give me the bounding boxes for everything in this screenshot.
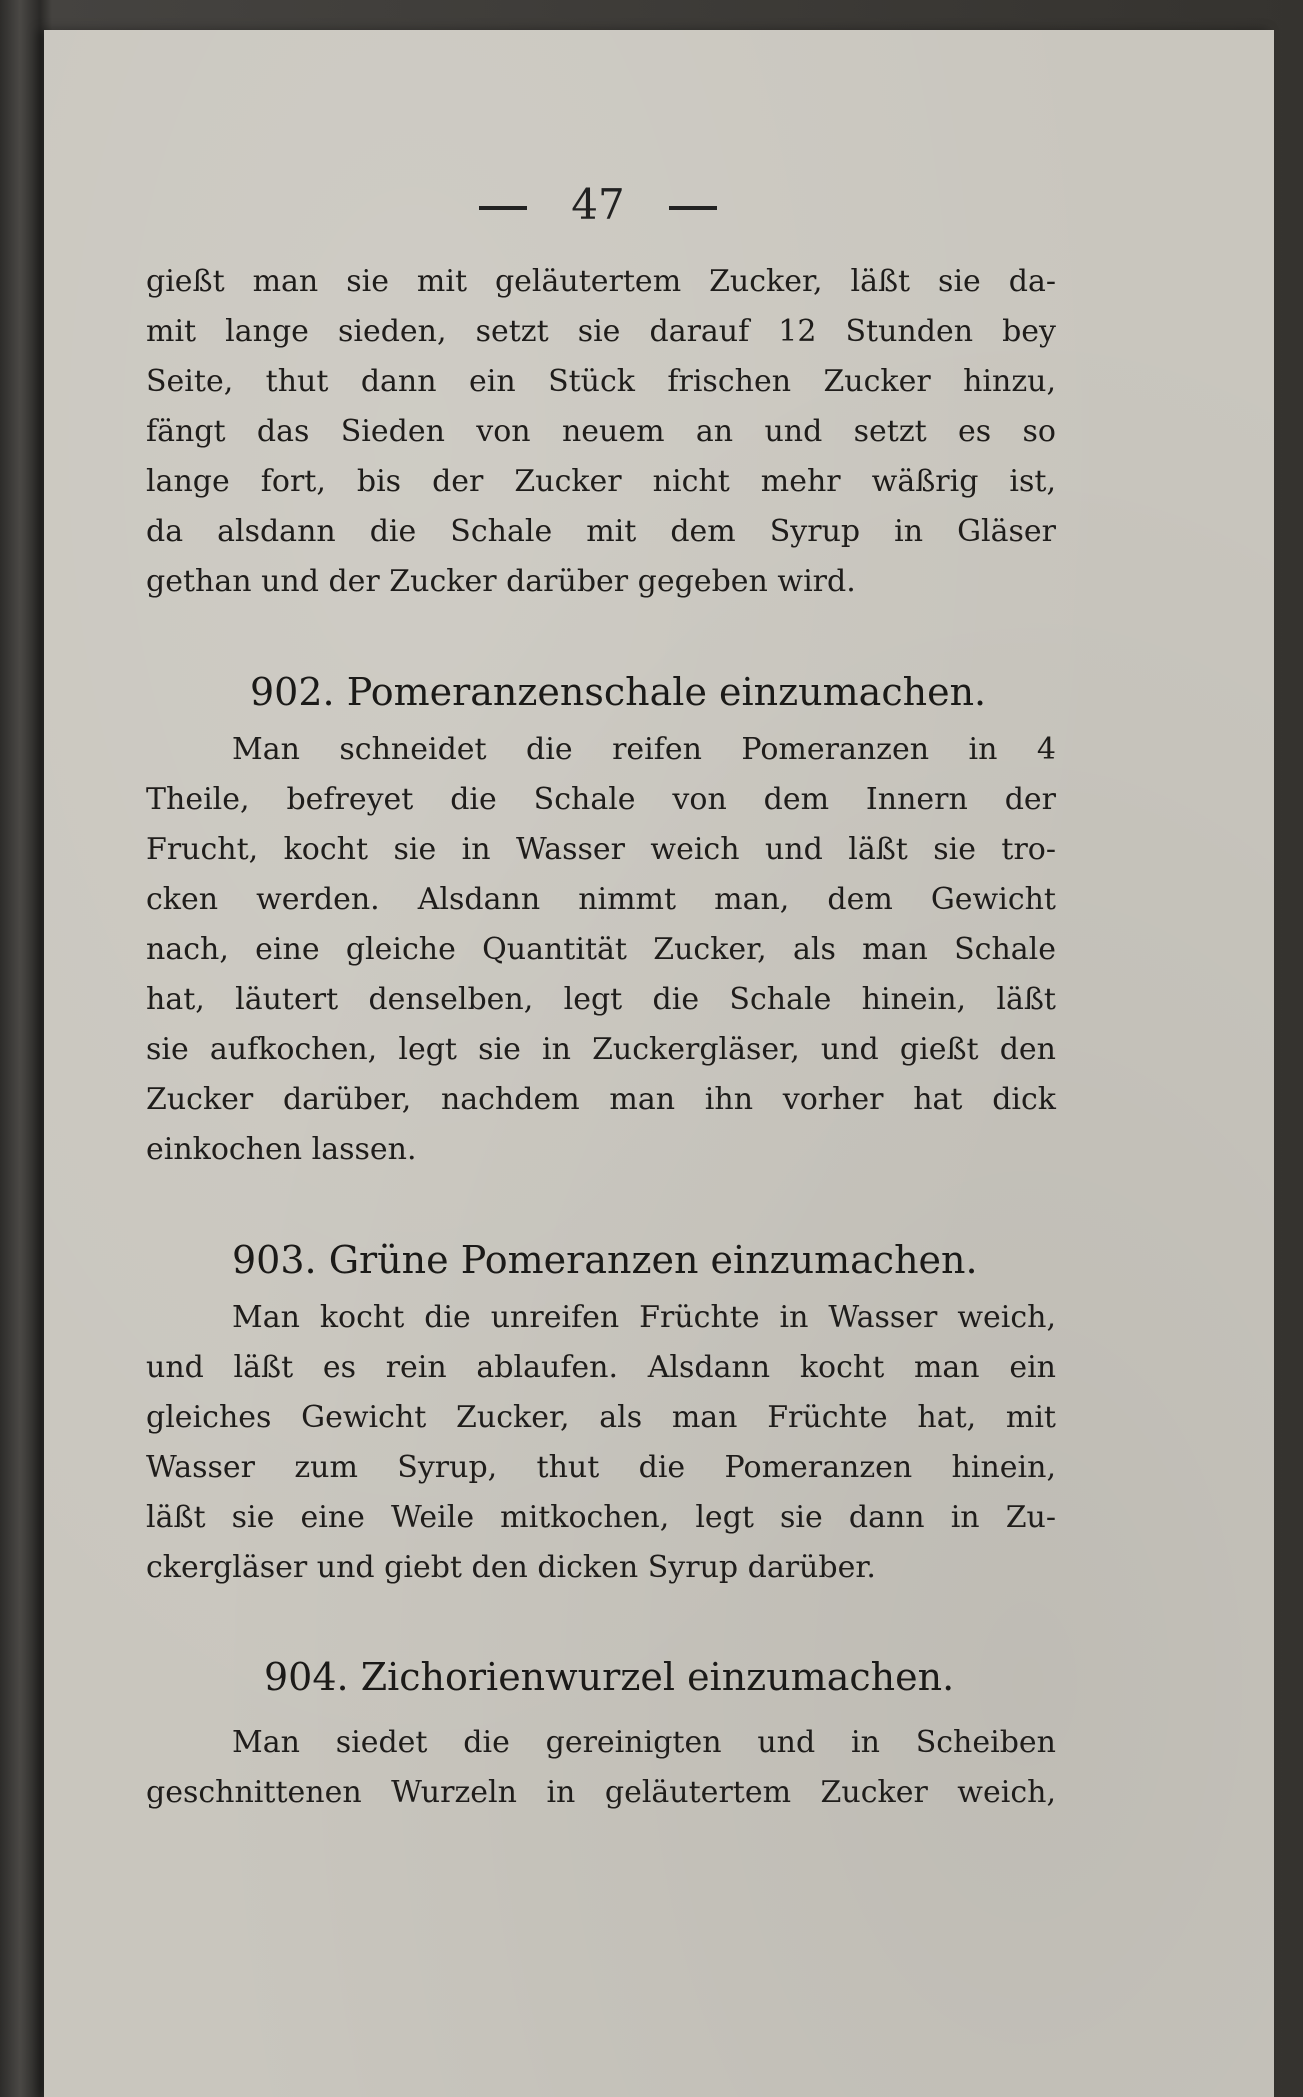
text-line: Frucht, kocht sie in Wasser weich und läßt sie tro- — [146, 832, 1056, 867]
text-line: läßt sie eine Weile mitkochen, legt sie dann in Zu- — [146, 1500, 1056, 1535]
text-line: gleiches Gewicht Zucker, als man Früchte hat, mit — [146, 1400, 1056, 1435]
section-heading-904: 904. Zichorienwurzel einzumachen. — [264, 1655, 955, 1699]
header-dash-right — [669, 206, 717, 210]
section-heading-903: 903. Grüne Pomeranzen einzumachen. — [232, 1238, 978, 1282]
page-number: 47 — [571, 180, 625, 229]
text-line: Zucker darüber, nachdem man ihn vorher hat dick — [146, 1082, 1056, 1117]
text-line: gießt man sie mit geläutertem Zucker, läßt sie da- — [146, 264, 1056, 299]
text-line: gethan und der Zucker darüber gegeben wird. — [146, 564, 856, 599]
text-line: Man schneidet die reifen Pomeranzen in 4 — [232, 732, 1056, 767]
text-line: nach, eine gleiche Quantität Zucker, als man Schale — [146, 932, 1056, 967]
section-heading-902: 902. Pomeranzenschale einzumachen. — [250, 670, 987, 714]
text-line: da alsdann die Schale mit dem Syrup in Gläser — [146, 514, 1056, 549]
text-line: Theile, befreyet die Schale von dem Innern der — [146, 782, 1056, 817]
page-header — [418, 180, 778, 229]
text-line: geschnittenen Wurzeln in geläutertem Zucker weich, — [146, 1775, 1056, 1810]
text-line: sie aufkochen, legt sie in Zuckergläser, und gießt den — [146, 1032, 1056, 1067]
text-line: mit lange sieden, setzt sie darauf 12 Stunden bey — [146, 314, 1056, 349]
text-line: Wasser zum Syrup, thut die Pomeranzen hinein, — [146, 1450, 1056, 1485]
text-line: fängt das Sieden von neuem an und setzt es so — [146, 414, 1056, 449]
text-line: ckergläser und giebt den dicken Syrup darüber. — [146, 1550, 876, 1585]
text-line: Man siedet die gereinigten und in Scheiben — [232, 1725, 1056, 1760]
text-line: Seite, thut dann ein Stück frischen Zucker hinzu, — [146, 364, 1056, 399]
text-line: hat, läutert denselben, legt die Schale hinein, läßt — [146, 982, 1056, 1017]
text-line: lange fort, bis der Zucker nicht mehr wäßrig ist, — [146, 464, 1056, 499]
text-line: einkochen lassen. — [146, 1132, 417, 1167]
text-line: Man kocht die unreifen Früchte in Wasser weich, — [232, 1300, 1056, 1335]
text-line: und läßt es rein ablaufen. Alsdann kocht man ein — [146, 1350, 1056, 1385]
header-dash-left — [479, 206, 527, 210]
text-line: cken werden. Alsdann nimmt man, dem Gewicht — [146, 882, 1056, 917]
